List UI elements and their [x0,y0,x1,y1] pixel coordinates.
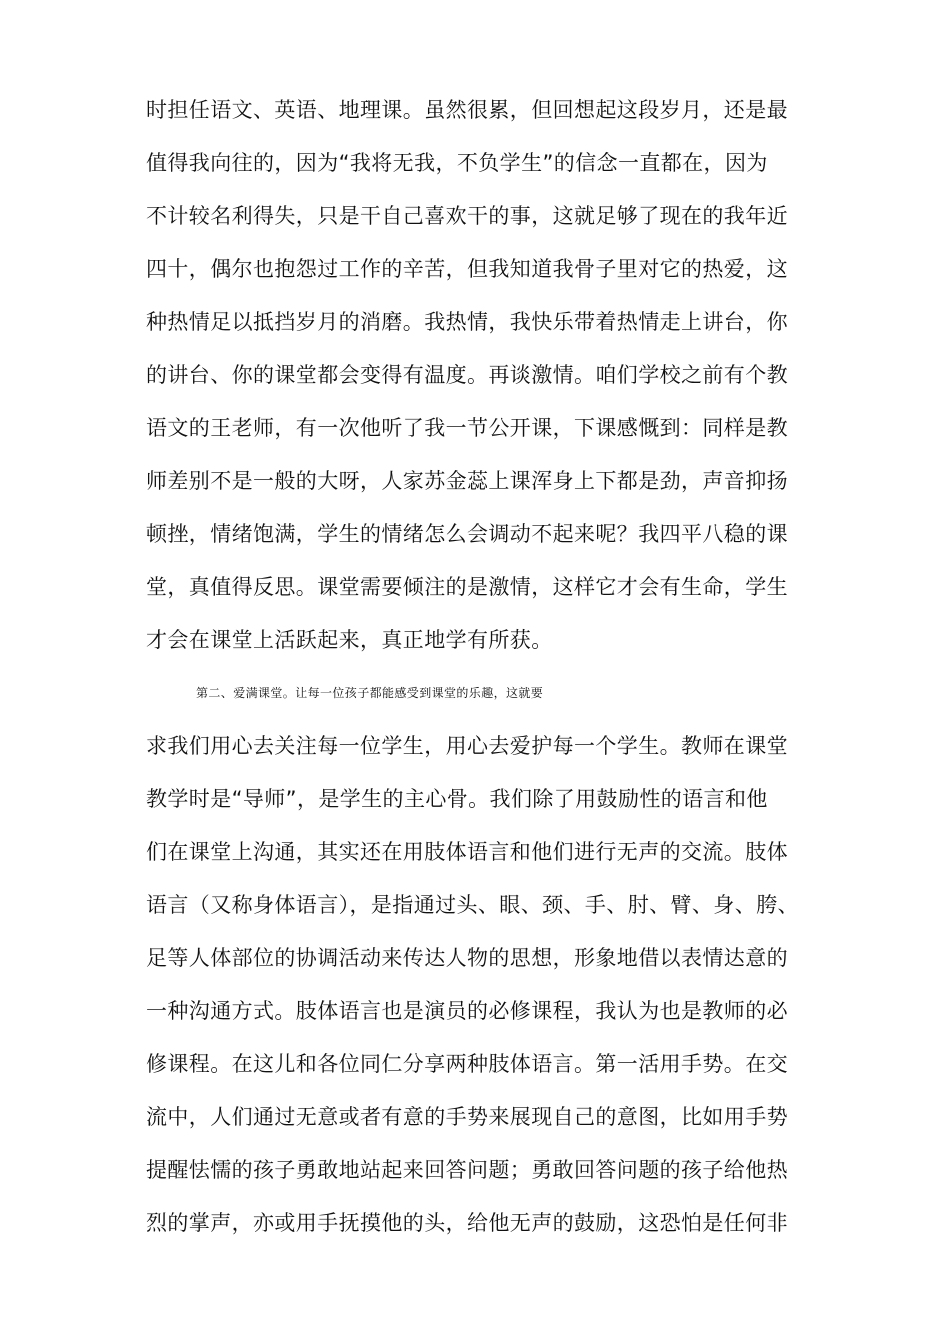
text-line: 教学时是“导师”，是学生的主心骨。我们除了用鼓励性的语言和他 [146,787,768,811]
text-line: 种热情足以抵挡岁月的消磨。我热情，我快乐带着热情走上讲台，你 [146,310,788,334]
text-line: 流中，人们通过无意或者有意的手势来展现自己的意图，比如用手势 [146,1105,788,1129]
text-line: 堂，真值得反思。课堂需要倾注的是激情，这样它才会有生命，学生 [146,575,788,599]
text-line: 值得我向往的，因为“我将无我，不负学生”的信念一直都在，因为 [146,151,768,175]
text-line: 语文的王老师，有一次他听了我一节公开课，下课感慨到：同样是教 [146,416,788,440]
text-line: 一种沟通方式。肢体语言也是演员的必修课程，我认为也是教师的必 [146,999,788,1023]
text-line: 时担任语文、英语、地理课。虽然很累，但回想起这段岁月，还是最 [146,98,788,122]
text-line: 才会在课堂上活跃起来，真正地学有所获。 [146,628,553,652]
text-line: 修课程。在这儿和各位同仁分享两种肢体语言。第一活用手势。在交 [146,1052,788,1076]
text-line: 提醒怯懦的孩子勇敢地站起来回答问题；勇敢回答问题的孩子给他热 [146,1158,788,1182]
text-line: 师差别不是一般的大呀，人家苏金蕊上课浑身上下都是劲，声音抑扬 [146,469,788,493]
text-line: 四十，偶尔也抱怨过工作的辛苦，但我知道我骨子里对它的热爱，这 [146,257,788,281]
text-line: 烈的掌声，亦或用手抚摸他的头，给他无声的鼓励，这恐怕是任何非 [146,1211,788,1235]
text-line: 求我们用心去关注每一位学生，用心去爱护每一个学生。教师在课堂 [146,734,788,758]
text-line: 语言（又称身体语言），是指通过头、眼、颈、手、肘、臂、身、胯、 [146,893,799,917]
paragraph-start-line: 第二、爱满课堂。让每一位孩子都能感受到课堂的乐趣，这就要 [196,686,544,700]
text-line: 的讲台、你的课堂都会变得有温度。再谈激情。咱们学校之前有个教 [146,363,788,387]
text-line: 顿挫，情绪饱满，学生的情绪怎么会调动不起来呢？我四平八稳的课 [146,522,788,546]
text-line: 们在课堂上沟通，其实还在用肢体语言和他们进行无声的交流。肢体 [146,840,788,864]
text-line: 足等人体部位的协调活动来传达人物的思想，形象地借以表情达意的 [146,946,788,970]
text-line: 不计较名利得失，只是干自己喜欢干的事，这就足够了现在的我年近 [146,204,788,228]
